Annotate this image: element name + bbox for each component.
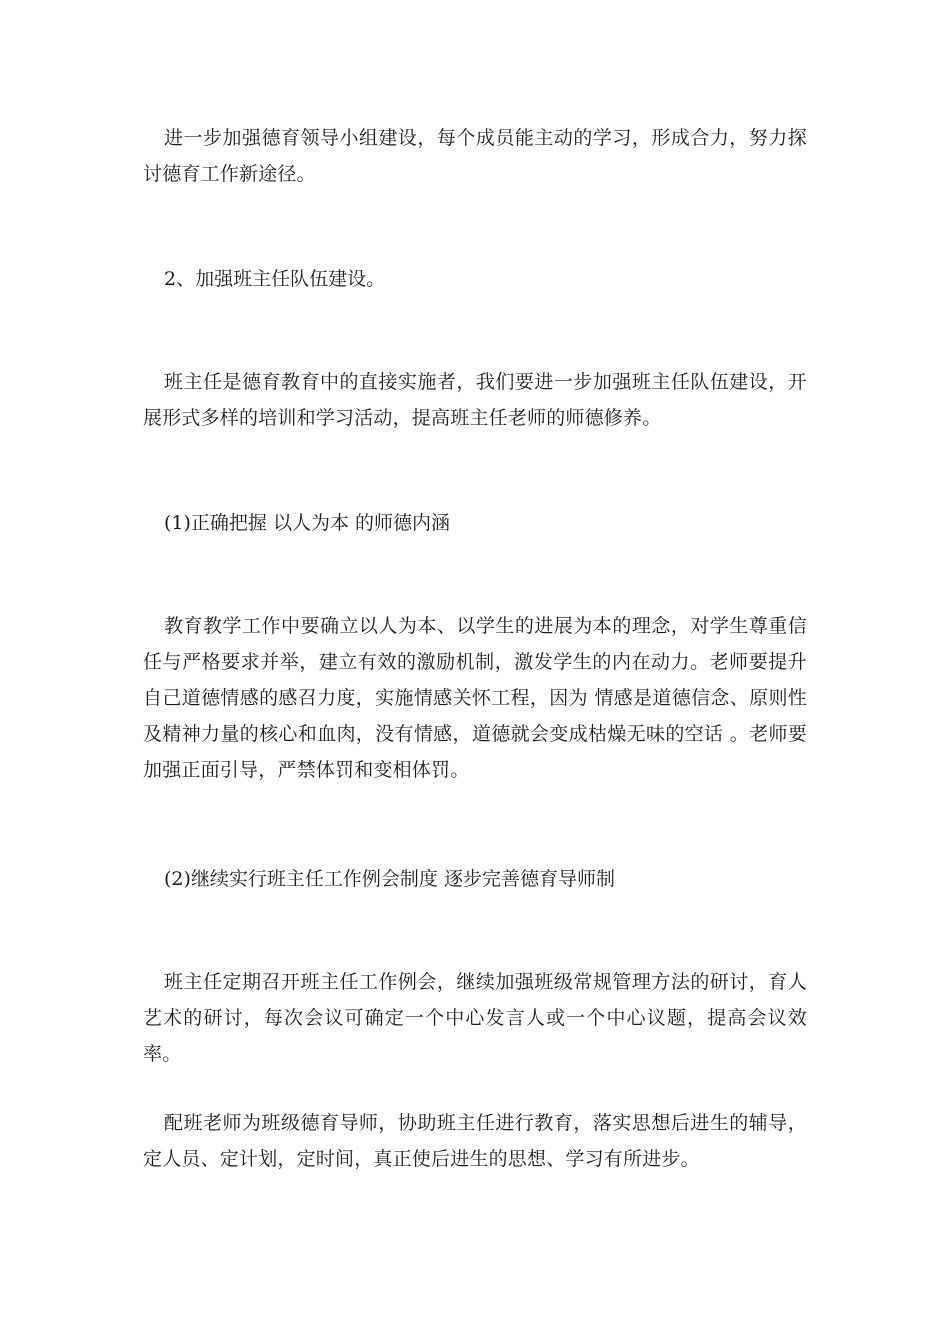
paragraph-people-oriented-teaching: 教育教学工作中要确立以人为本、以学生的进展为本的理念，对学生尊重信任与严格要求并举，建立有效的激励机制，激发学生的内在动力。老师要提升自己道德情感的感召力度，实施情感关怀工程，因为 情感是道德信念、原则性及精神力量的核心和血肉，没有情感，道德就会变成枯燥无味的空话 。老师要加强正面引导，严禁体罚和变相体罚。 xyxy=(143,615,807,781)
paragraph-regular-meetings: 班主任定期召开班主任工作例会，继续加强班级常规管理方法的研讨，育人艺术的研讨，每次会议可确定一个中心发言人或一个中心议题，提高会议效率。 xyxy=(143,971,807,1065)
paragraph-moral-mentor: 配班老师为班级德育导师，协助班主任进行教育，落实思想后进生的辅导，定人员、定计划，定时间，真正使后进生的思想、学习有所进步。 xyxy=(143,1112,807,1170)
paragraph-class-teacher-role: 班主任是德育教育中的直接实施者，我们要进一步加强班主任队伍建设，开展形式多样的培训和学习活动，提高班主任老师的师德修养。 xyxy=(143,371,807,429)
heading-class-teacher-team: 2、加强班主任队伍建设。 xyxy=(164,268,386,290)
heading-people-oriented-ethics: (1)正确把握 以人为本 的师德内涵 xyxy=(164,512,450,534)
heading-meeting-system: (2)继续实行班主任工作例会制度 逐步完善德育导师制 xyxy=(164,868,615,890)
paragraph-leadership-group: 进一步加强德育领导小组建设，每个成员能主动的学习，形成合力，努力探讨德育工作新途径。 xyxy=(143,127,807,185)
